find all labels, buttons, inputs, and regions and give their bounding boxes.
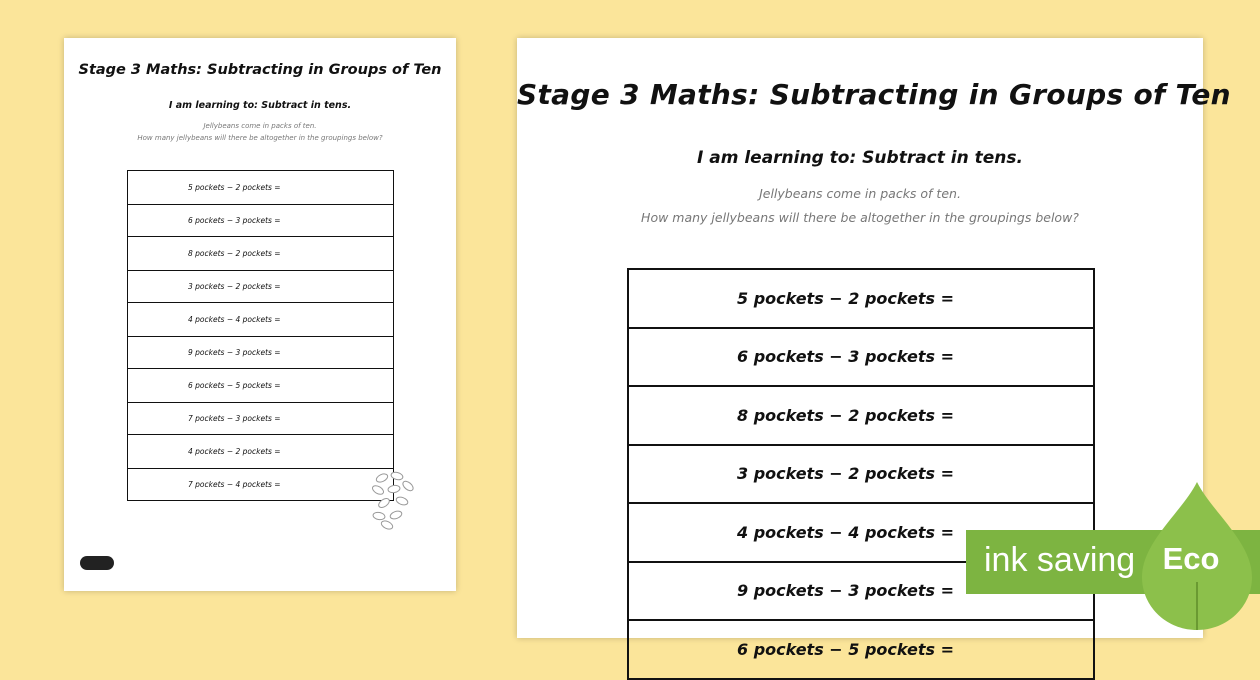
table-row: 4 pockets − 2 pockets = — [128, 435, 393, 469]
table-row: 4 pockets − 4 pockets = — [128, 303, 393, 337]
table-row: 6 pockets − 5 pockets = — [128, 369, 393, 403]
table-row: 5 pockets − 2 pockets = — [128, 171, 393, 205]
learning-intention: I am learning to: Subtract in tens. — [168, 100, 352, 111]
table-row: 3 pockets − 2 pockets = — [629, 446, 1093, 505]
table-row: 7 pockets − 4 pockets = — [128, 469, 393, 501]
table-row: 4 pockets − 4 pockets = — [629, 504, 1093, 563]
table-row: 8 pockets − 2 pockets = — [629, 387, 1093, 446]
instruction-line-1: Jellybeans come in packs of ten. — [759, 186, 961, 201]
table-row: 9 pockets − 3 pockets = — [128, 337, 393, 369]
publisher-logo — [80, 556, 114, 570]
subtraction-table — [627, 268, 1095, 680]
table-row: 6 pockets − 3 pockets = — [128, 205, 393, 237]
worksheet-title: Stage 3 Maths: Subtracting in Groups of Ten — [78, 62, 442, 78]
instruction-line-2: How many jellybeans will there be altogether in the groupings below? — [137, 134, 383, 142]
eco-label: Eco — [1162, 541, 1220, 576]
instruction-line-1: Jellybeans come in packs of ten. — [203, 122, 317, 130]
table-row: 6 pockets − 5 pockets = — [629, 621, 1093, 680]
table-row: 9 pockets − 3 pockets = — [629, 563, 1093, 622]
table-row: 3 pockets − 2 pockets = — [128, 271, 393, 303]
learning-intention: I am learning to: Subtract in tens. — [696, 148, 1023, 168]
subtraction-table — [127, 170, 394, 501]
table-row: 8 pockets − 2 pockets = — [128, 237, 393, 271]
instruction-line-2: How many jellybeans will there be altogether in the groupings below? — [641, 210, 1079, 225]
table-row: 7 pockets − 3 pockets = — [128, 403, 393, 435]
ink-saving-text: ink saving — [984, 541, 1136, 579]
table-row: 6 pockets − 3 pockets = — [629, 329, 1093, 388]
worksheet-title: Stage 3 Maths: Subtracting in Groups of Ten — [517, 78, 1231, 111]
worksheet-thumbnail — [64, 38, 456, 591]
jellybeans-icon — [370, 470, 416, 530]
table-row: 5 pockets − 2 pockets = — [629, 270, 1093, 329]
